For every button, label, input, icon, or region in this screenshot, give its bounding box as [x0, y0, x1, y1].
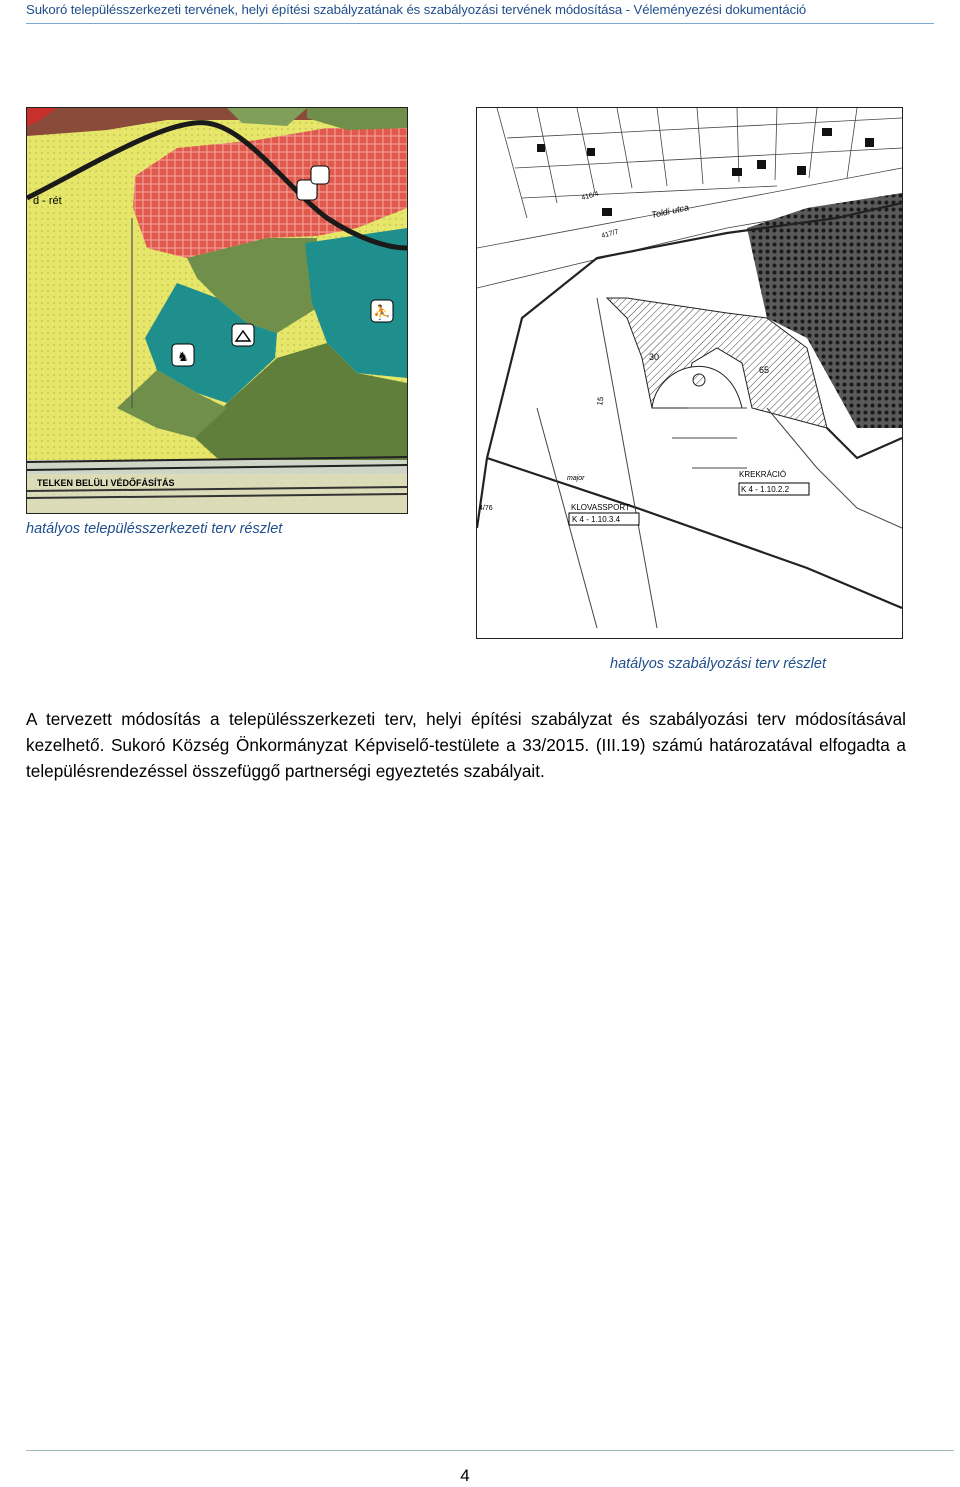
svg-text:KREKRÁCIÓ: KREKRÁCIÓ [739, 470, 787, 479]
building-icon [232, 324, 254, 346]
document-header: Sukoró településszerkezeti tervének, helyi építési szabályzatának és szabályozási tervének módosítása - Véleményezési dokumentáció [26, 2, 807, 17]
major-label: major [567, 475, 585, 482]
horse-icon [172, 344, 194, 366]
label-15: 15 [595, 396, 606, 407]
page-number: 4 [460, 1466, 470, 1485]
plot-label-3: 4/76 [479, 505, 493, 512]
svg-text:KLOVASSPORT: KLOVASSPORT [571, 503, 630, 512]
svg-text:K 4 - 1.10.2.2: K 4 - 1.10.2.2 [741, 485, 790, 494]
map-label-top-left: d - rét [33, 195, 62, 207]
svg-text:⛹: ⛹ [373, 304, 391, 320]
label-65: 65 [759, 365, 770, 375]
svg-text:K 4 - 1.10.3.4: K 4 - 1.10.3.4 [572, 515, 621, 524]
right-figure-caption: hatályos szabályozási terv részlet [610, 656, 826, 672]
map-label-bottom-band: TELKEN BELÜLI VÉDŐFÁSÍTÁS [37, 478, 175, 488]
label-30: 30 [649, 352, 660, 362]
svg-text:♞: ♞ [177, 349, 189, 364]
left-figure-caption: hatályos településszerkezeti terv részlet [26, 521, 283, 537]
plot-label-2: 417/7 [600, 228, 620, 240]
structure-plan-map [26, 107, 408, 514]
footer-divider [26, 1450, 954, 1451]
sport-icon [371, 300, 393, 322]
street-label: Toldi utca [650, 202, 690, 220]
plot-label-1: 416/4 [580, 190, 600, 202]
regulatory-plan-map [476, 107, 903, 639]
zone-box-1 [569, 503, 639, 525]
body-paragraph: A tervezett módosítás a településszerkezeti terv, helyi építési szabályzat és szabályozási terv módosításával kezelhető. Sukoró Község Önkormányzat Képviselő-testülete a 33/2015. (III.19) számú határozatával elfogadta a településrendezéssel összefüggő partnerségi egyeztetés szabályait. [26, 709, 906, 781]
header-divider [26, 23, 934, 24]
